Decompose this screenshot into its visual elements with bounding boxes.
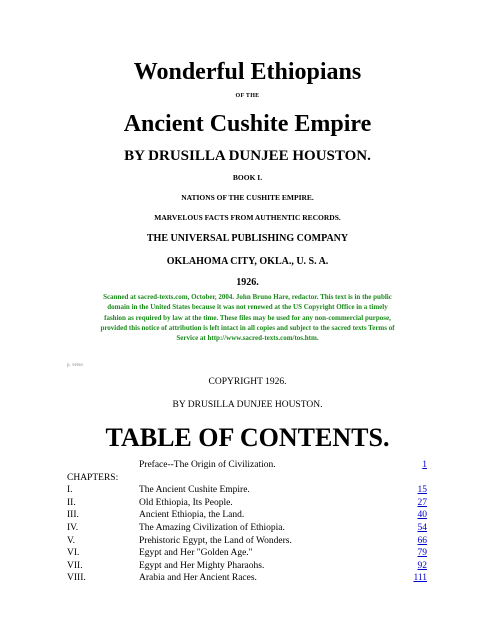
toc-num: IV. (67, 522, 79, 533)
toc-title: TABLE OF CONTENTS. (105, 423, 390, 452)
toc-num: VIII. (67, 573, 86, 584)
toc-page-link[interactable]: 92 (417, 560, 427, 571)
toc-text: The Ancient Cushite Empire. (139, 485, 250, 496)
toc-text: The Amazing Civilization of Ethiopia. (139, 522, 285, 533)
page-title: Wonderful Ethiopians (133, 59, 362, 85)
city-line: OKLAHOMA CITY, OKLA., U. S. A. (166, 256, 329, 267)
author-line: BY DRUSILLA DUNJEE HOUSTON. (124, 148, 371, 164)
toc-page-link[interactable]: 66 (417, 535, 427, 546)
page-subtitle: Ancient Cushite Empire (123, 111, 372, 137)
toc-row (67, 561, 427, 574)
toc-row (67, 485, 427, 498)
toc-text: Preface--The Origin of Civilization. (139, 460, 276, 470)
toc-num: V. (67, 535, 76, 546)
copyright-author: BY DRUSILLA DUNJEE HOUSTON. (172, 400, 323, 410)
notice-line: Service at http://www.sacred-texts.com/tos.htm. (176, 334, 319, 343)
toc-page-link[interactable]: 79 (417, 548, 427, 559)
toc-text: Old Ethiopia, Its People. (139, 497, 233, 508)
table-of-contents (67, 460, 427, 586)
page-verso-link[interactable]: p. verso (67, 363, 83, 368)
toc-row (67, 536, 427, 549)
toc-row (67, 573, 427, 586)
book-label: BOOK I. (232, 173, 263, 182)
toc-row (67, 473, 427, 486)
toc-num: II. (67, 497, 76, 508)
toc-row (67, 510, 427, 523)
toc-page-link[interactable]: 54 (417, 522, 427, 533)
toc-row (67, 498, 427, 511)
toc-text: Prehistoric Egypt, the Land of Wonders. (139, 535, 292, 546)
nations-line: NATIONS OF THE CUSHITE EMPIRE. (181, 193, 314, 202)
toc-page-link[interactable]: 40 (417, 510, 427, 521)
of-the-label: OF THE (235, 93, 260, 99)
toc-row (67, 523, 427, 536)
notice-line: domain in the United States because it was not renewed at the US Copyright Office in a timely (107, 303, 388, 312)
notice-line: Scanned at sacred-texts.com, October, 2004. John Bruno Hare, redactor. This text is in the public (103, 293, 392, 301)
toc-text: Arabia and Her Ancient Races. (139, 573, 257, 584)
toc-num: CHAPTERS: (67, 472, 119, 483)
marvelous-line: MARVELOUS FACTS FROM AUTHENTIC RECORDS. (154, 213, 341, 222)
toc-text: Ancient Ethiopia, the Land. (139, 510, 245, 521)
toc-num: VI. (67, 548, 80, 559)
toc-num: VII. (67, 560, 83, 571)
toc-num: I. (67, 485, 73, 496)
toc-num: III. (67, 510, 79, 521)
publisher-line: THE UNIVERSAL PUBLISHING COMPANY (146, 233, 349, 244)
year-line: 1926. (236, 277, 259, 288)
toc-text: Egypt and Her Mighty Pharaohs. (139, 560, 265, 571)
copyright-line: COPYRIGHT 1926. (208, 377, 287, 387)
toc-page-link[interactable]: 27 (417, 497, 427, 508)
toc-page-link[interactable]: 1 (422, 460, 427, 470)
notice-line: provided this notice of attribution is left intact in all copies and subject to the sacred texts Terms of (100, 323, 395, 332)
notice-line: fashion as required by law at the time. These files may be used for any non-commercial purpose, (104, 313, 391, 322)
toc-page-link[interactable]: 15 (417, 485, 427, 496)
toc-text: Egypt and Her "Golden Age." (139, 548, 253, 559)
toc-row (67, 548, 427, 561)
toc-page-link[interactable]: 111 (413, 573, 427, 584)
toc-row (67, 460, 427, 473)
notice-block (65, 292, 430, 343)
